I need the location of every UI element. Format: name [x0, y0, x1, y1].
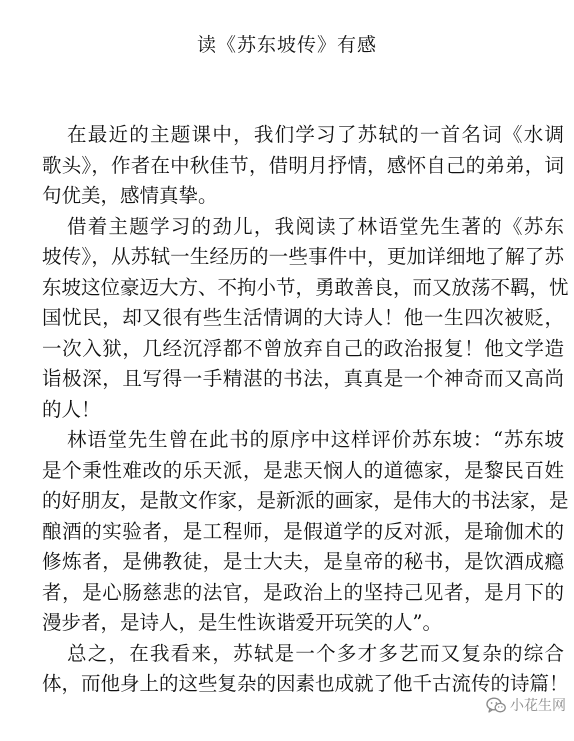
text-line: 漫步者，是诗人，是生性诙谐爱开玩笑的人”。: [42, 611, 442, 634]
text-line: 修炼者，是佛教徒，是士大夫，是皇帝的秘书，是饮酒成瘾: [42, 550, 564, 573]
text-line: 国忧民，却又很有些生活情调的大诗人！他一生四次被贬，: [42, 306, 564, 329]
text-line: 是个秉性难改的乐天派，是悲天悯人的道德家，是黎民百姓: [42, 458, 564, 482]
text-line: 的好朋友，是散文作家，是新派的画家，是伟大的书法家，是: [42, 489, 569, 512]
paragraph: [42, 212, 569, 426]
text-line: 一次入狱，几经沉浮都不曾放弃自己的政治报复！他文学造: [42, 336, 564, 360]
document-body: [42, 120, 569, 700]
text-line: 总之，在我看来，苏轼是一个多才多艺而又复杂的综合: [67, 641, 564, 665]
text-line: 歌头》，作者在中秋佳节，借明月抒情，感怀自己的弟弟，词: [42, 153, 564, 177]
watermark: [486, 695, 566, 715]
text-line: 诣极深，且写得一手精湛的书法，真真是一个神奇而又高尚: [42, 367, 564, 390]
text-line: 的人！: [42, 397, 101, 421]
text-line: 坡传》，从苏轼一生经历的一些事件中，更加详细地了解了苏: [42, 245, 564, 268]
document-title: 读《苏东坡传》有感: [196, 34, 377, 56]
text-line: 借着主题学习的劲儿，我阅读了林语堂先生著的《苏东: [67, 214, 564, 238]
text-line: 林语堂先生曾在此书的原序中这样评价苏东坡：“苏东坡: [67, 428, 564, 451]
watermark-text: 小花生网: [510, 697, 566, 713]
text-line: 在最近的主题课中，我们学习了苏轼的一首名词《水调: [67, 123, 564, 146]
text-line: 句优美，感情真挚。: [42, 184, 218, 207]
paragraph: [42, 639, 569, 700]
paragraph: [42, 120, 564, 212]
paragraph: [42, 425, 569, 639]
wechat-icon: [486, 697, 506, 714]
text-line: 东坡这位豪迈大方、不拘小节，勇敢善良，而又放荡不羁，忧: [42, 275, 569, 299]
text-line: 酿酒的实验者，是工程师，是假道学的反对派，是瑜伽术的: [42, 519, 564, 543]
text-line: 体，而他身上的这些复杂的因素也成就了他千古流传的诗篇！: [42, 672, 569, 695]
text-line: 者，是心肠慈悲的法官，是政治上的坚持己见者，是月下的: [42, 580, 564, 604]
